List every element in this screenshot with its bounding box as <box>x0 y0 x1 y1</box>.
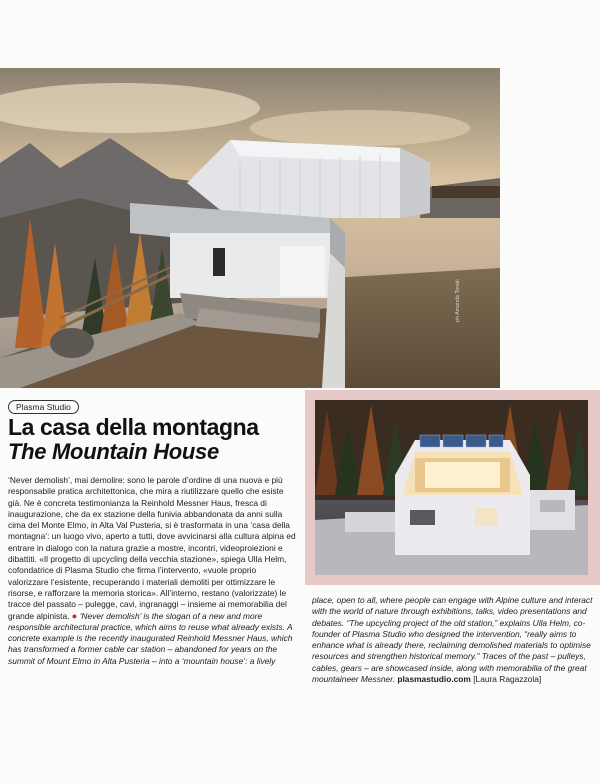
title-italian: La casa della montagna <box>8 414 259 440</box>
article-body-column-1 <box>8 475 297 667</box>
author-credit: [Laura Ragazzola] <box>473 674 542 685</box>
hero-photo <box>0 68 500 388</box>
hero-photo-illustration <box>0 68 500 388</box>
paragraph-italian: ‘Never demolish’, mai demolire: sono le parole d’ordine di una nuova e più responsabile pratica architettonica, che mira a riutilizzare quello che esiste già. Ne è concreta testimonianza la Reinhold Messner Haus, fresca di inaugurazione, che da ex stazione della funivia abbandonata da anni sulla cima del Monte Elmo, in Alta Val Pusteria, si è trasformata in una ‘casa della montagna’: un luogo vivo, aperto a tutti, dove avvicinarsi alla cultura alpina ed entrare in dialogo con la natura grazie a mostre, incontri, videoproiezioni e dibattiti. «Il progetto di upcycling della vecchia stazione», spiega Ulla Helm, cofondatrice di Plasma Studio che firma l’intervento, «vuole proprio valorizzare l’esistente, recuperando i materiali demoliti per ottimizzare le risorse, e rafforzare la memoria storica». All’interno, restano (valorizzate) le tracce del passato – pulegge, cavi, ingranaggi – insieme ai memorabilia del grande alpinista. <box>8 475 296 621</box>
studio-tag: Plasma Studio <box>8 400 79 414</box>
paragraph-english-end: place, open to all, where people can engage with Alpine culture and interact with the world of nature through exhibitions, talks, video presentations and debates. “The upcycling project of the old station,” explains Ulla Helm, co-founder of Plasma Studio who designed the intervention, “really aims to enhance what is already there, reclaiming demolished materials to optimise resources and strengthen historical memory.” Traces of the past – pulleys, cables, gears – are showcased inside, along with memorabilia of the great mountaineer Messner. <box>312 595 593 685</box>
article-body-column-2 <box>312 595 594 685</box>
studio-url[interactable]: plasmastudio.com <box>397 674 471 685</box>
paragraph-english-start: ‘Never demolish’ is the slogan of a new and more responsible architectural practice, which aims to reuse what already exists. A concrete example is the recently inaugurated Reinhold Messner Haus, which has transformed a former cable car station – abandoned for years on the summit of Mount Elmo in Alta Pusteria – into a ‘mountain house’: a lively <box>8 610 293 666</box>
photo-credit: ph Amanda Tonali <box>455 279 461 322</box>
side-photo <box>315 400 588 575</box>
title-english: The Mountain House <box>8 439 219 464</box>
separator-dot: ● <box>71 610 78 621</box>
side-photo-illustration <box>315 400 588 575</box>
